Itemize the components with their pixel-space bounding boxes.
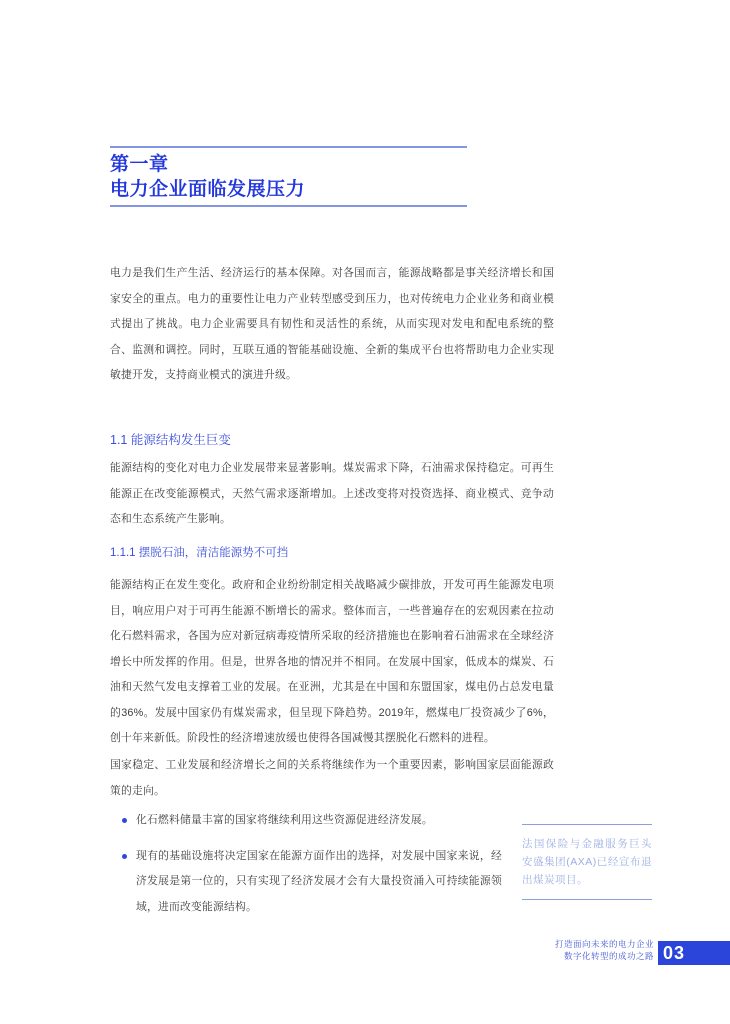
list-item-text: 化石燃料储量丰富的国家将继续利用这些资源促进经济发展。: [136, 814, 433, 826]
list-item-text: 现有的基础设施将决定国家在能源方面作出的选择，对发展中国家来说，经济发展是第一位的，只有实现了经济发展才会有大量投资涌入可持续能源领域，进而改变能源结构。: [136, 849, 502, 913]
list-item: [110, 808, 502, 834]
margin-note-text: 法国保险与金融服务巨头安盛集团(AXA)已经宣布退出煤炭项目。: [522, 838, 652, 886]
footer-title-line-2: 数字化转型的成功之路: [563, 951, 654, 961]
chapter-title: 电力企业面临发展压力: [110, 179, 306, 200]
footer-doc-title: [555, 938, 654, 962]
subsection-paragraph-2: 国家稳定、工业发展和经济增长之间的关系将继续作为一个重要因素，影响国家层面能源政策的走向。: [110, 759, 554, 797]
bullet-icon: [122, 854, 127, 859]
chapter-header: [110, 146, 467, 207]
subsection-paragraph-1: 能源结构正在发生变化。政府和企业纷纷制定相关战略减少碳排放，开发可再生能源发电项目，响应用户对于可再生能源不断增长的需求。整体而言，一些普遍存在的宏观因素在拉动化石燃料需求，各国为应对新冠病毒疫情所采取的经济措施也在影响着石油需求在全球经济增长中所发挥的作用。但是，世界各地的情况并不相同。在发展中国家，低成本的煤炭、石油和天然气发电支撑着工业的发展。在亚洲，尤其是在中国和东盟国家，煤电仍占总发电量的36%。发展中国家仍有煤炭需求，但呈现下降趋势。2019年，燃煤电厂投资减少了6%，创十年来新低。阶段性的经济增速放缓也使得各国减慢其摆脱化石燃料的进程。: [110, 579, 554, 744]
page-number: 03: [663, 943, 686, 963]
section-1-1-paragraph: 能源结构的变化对电力企业发展带来显著影响。煤炭需求下降，石油需求保持稳定。可再生能源正在改变能源模式，天然气需求逐渐增加。上述改变将对投资选择、商业模式、竞争动态和生态系统产生影响。: [110, 462, 554, 525]
list-item: [110, 844, 502, 921]
bullet-list: [110, 808, 502, 930]
page-number-box: [658, 941, 730, 965]
chapter-label: 第一章: [110, 154, 169, 175]
section-heading-1-1: 1.1 能源结构发生巨变: [110, 433, 231, 447]
margin-note: [522, 824, 652, 900]
footer-title-line-1: 打造面向未来的电力企业: [554, 939, 654, 949]
intro-paragraph: 电力是我们生产生活、经济运行的基本保障。对各国而言，能源战略都是事关经济增长和国家安全的重点。电力的重要性让电力产业转型感受到压力，也对传统电力企业业务和商业模式提出了挑战。电力企业需要具有韧性和灵活性的系统，从而实现对发电和配电系统的整合、监测和调控。同时，互联互通的智能基础设施、全新的集成平台也将帮助电力企业实现敏捷开发，支持商业模式的演进升级。: [110, 267, 554, 381]
bullet-icon: [122, 818, 127, 823]
subsection-heading-1-1-1: 1.1.1 摆脱石油，清洁能源势不可挡: [110, 547, 289, 559]
